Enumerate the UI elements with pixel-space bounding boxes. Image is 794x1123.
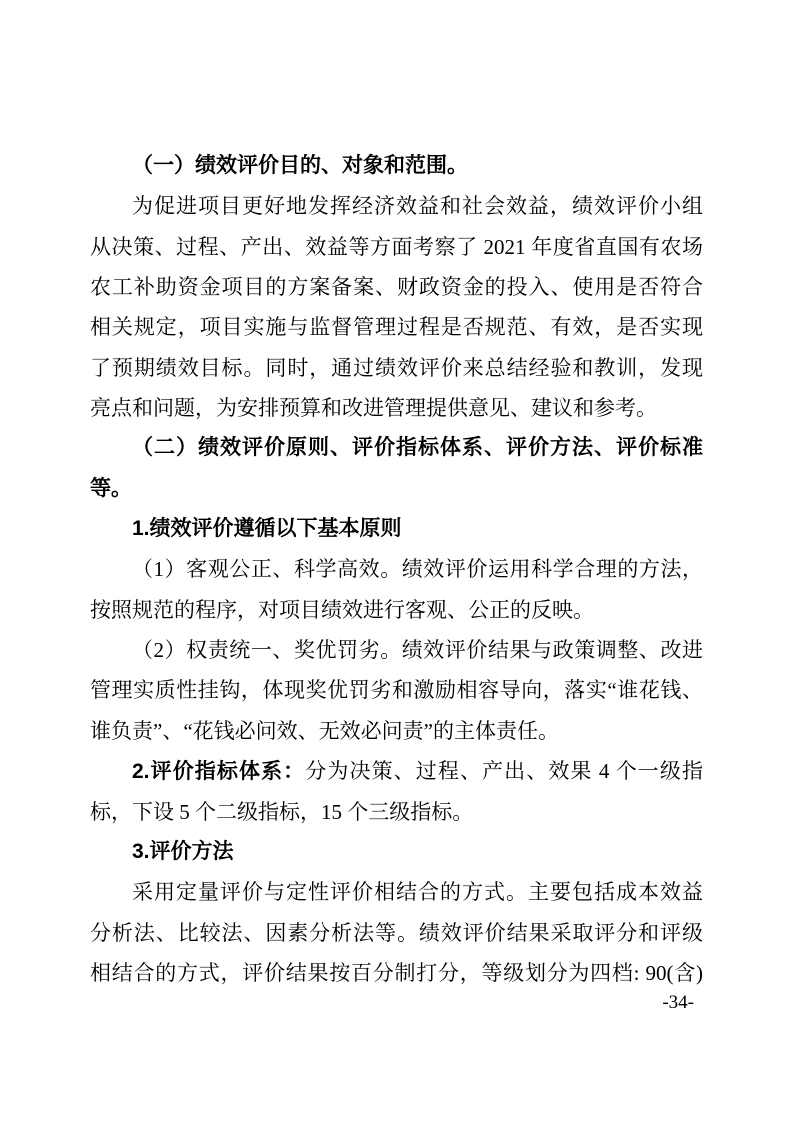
paragraph-line: 了预期绩效目标。同时，通过绩效评价来总结经验和教训，发现 — [90, 355, 703, 380]
paragraph-line: 管理实质性挂钩，体现奖优罚劣和激励相容导向，落实“谁花钱、 — [90, 678, 703, 703]
subheading-principles: 1.绩效评价遵循以下基本原则 — [132, 517, 402, 541]
paragraph-line: 亮点和问题，为安排预算和改进管理提供意见、建议和参考。 — [90, 396, 657, 421]
paragraph-line: 采用定量评价与定性评价相结合的方式。主要包括成本效益 — [132, 880, 703, 905]
paragraph-line: 按照规范的程序，对项目绩效进行客观、公正的反映。 — [90, 597, 594, 622]
subheading-evaluation-method: 3.评价方法 — [132, 839, 234, 863]
paragraph-line: 农工补助资金项目的方案备案、财政资金的投入、使用是否符合 — [90, 275, 703, 300]
section-heading-1: （一）绩效评价目的、对象和范围。 — [132, 154, 468, 177]
indicator-system-label: 2.评价指标体系： — [132, 760, 306, 784]
page-content — [90, 146, 703, 993]
paragraph-evaluation-purpose — [90, 186, 703, 428]
paragraph-line: （1）客观公正、科学高效。绩效评价运用科学合理的方法， — [132, 557, 703, 582]
paragraph-line: 谁负责”、“花钱必问效、无效必问责”的主体责任。 — [90, 718, 559, 743]
heading-line: （二）绩效评价原则、评价指标体系、评价方法、评价标准 — [132, 436, 703, 460]
paragraph-method — [90, 872, 703, 993]
paragraph-line: （2）权责统一、奖优罚劣。绩效评价结果与政策调整、改进 — [132, 638, 703, 663]
page-number: -34- — [662, 992, 694, 1013]
indicator-system-text: 分为决策、过程、产出、效果 4 个一级指 — [305, 759, 703, 784]
paragraph-line: 分析法、比较法、因素分析法等。绩效评价结果采取评分和评级 — [90, 920, 703, 945]
paragraph-line: 相关规定，项目实施与监督管理过程是否规范、有效，是否实现 — [90, 315, 703, 340]
paragraph-principle-1 — [90, 549, 703, 630]
paragraph-line: 为促进项目更好地发挥经济效益和社会效益，绩效评价小组 — [132, 194, 703, 219]
section-heading-2 — [90, 428, 703, 509]
paragraph-line: 相结合的方式，评价结果按百分制打分，等级划分为四档: 90(含) — [90, 960, 703, 985]
paragraph-line: 标，下设 5 个二级指标，15 个三级指标。 — [90, 799, 474, 824]
paragraph-principle-2 — [90, 630, 703, 751]
paragraph-indicator-system — [90, 751, 703, 832]
paragraph-line — [90, 751, 703, 791]
heading-line: 等。 — [90, 476, 132, 500]
paragraph-line: 从决策、过程、产出、效益等方面考察了 2021 年度省直国有农场 — [90, 234, 703, 259]
